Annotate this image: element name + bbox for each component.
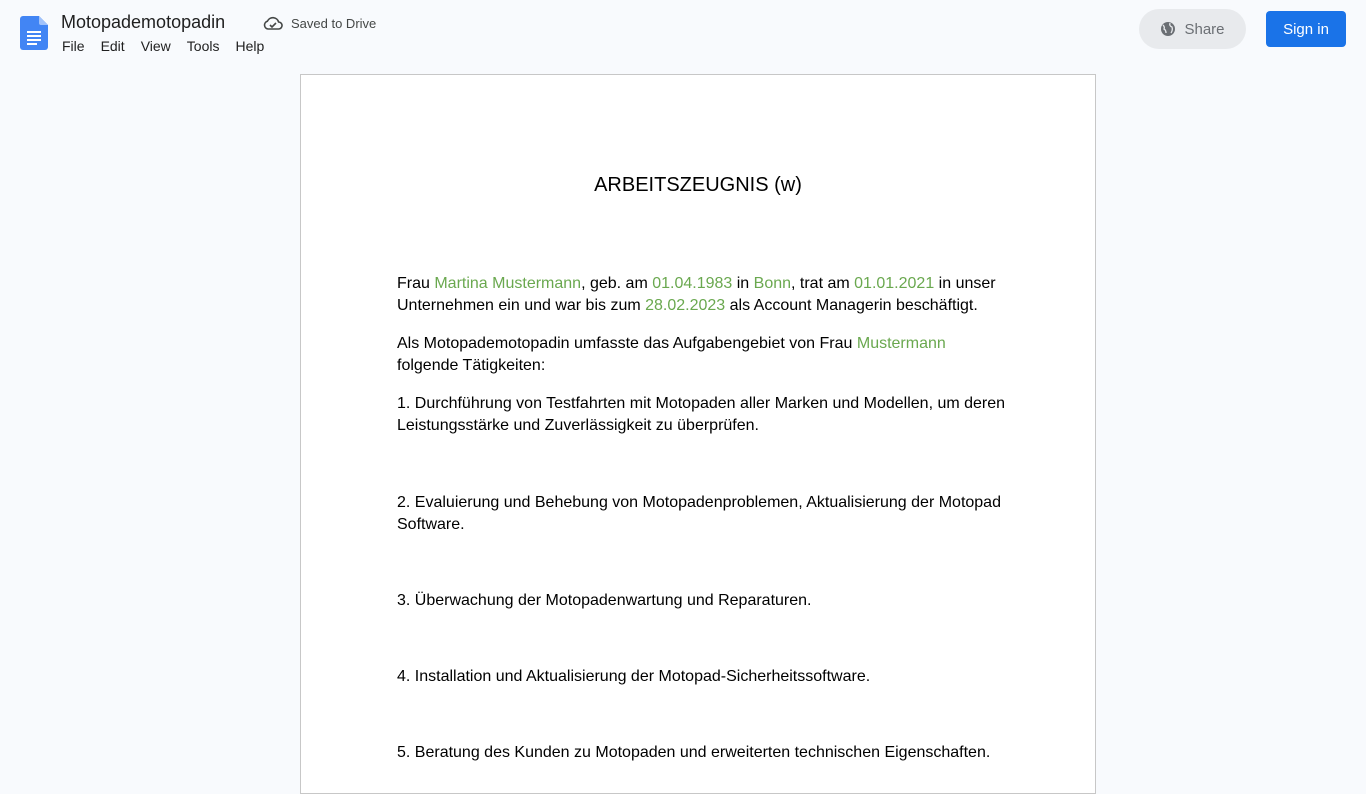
tasks-intro-text: Als Motopademotopadin umfasste das Aufgabengebiet von Frau [397,335,857,352]
end-date: 28.02.2023 [645,297,726,314]
intro-text: Frau [397,275,435,292]
document-heading: ARBEITSZEUGNIS (w) [594,174,802,196]
menu-view[interactable]: View [140,38,171,54]
task-item-5: 5. Beratung des Kunden zu Motopaden und erweiterten technischen Eigenschaften. [397,744,991,761]
sign-in-button[interactable]: Sign in [1266,11,1346,47]
docs-logo-icon[interactable] [20,16,48,50]
intro-text: in unser Unternehmen ein und war bis zum [397,275,996,314]
employee-name: Martina Mustermann [434,275,582,292]
birth-place: Bonn [753,275,792,292]
menu-tools[interactable]: Tools [186,38,220,54]
menu-edit[interactable]: Edit [100,38,125,54]
task-item-4: 4. Installation und Aktualisierung der Motopad-Sicherheitssoftware. [397,668,871,685]
intro-paragraph [397,273,1007,317]
share-label: Share [1184,20,1225,38]
top-bar [0,0,1366,64]
document-title[interactable]: Motopademotopadin [61,12,226,32]
document-page[interactable] [300,74,1096,794]
menu-help[interactable]: Help [235,38,265,54]
intro-text: in [732,275,754,292]
task-item-2: 2. Evaluierung und Behebung von Motopadenproblemen, Aktualisierung der Motopad Software. [397,494,1001,533]
task-item-3: 3. Überwachung der Motopadenwartung und Reparaturen. [397,592,812,609]
save-status[interactable] [263,13,376,33]
menu-file[interactable]: File [62,38,85,54]
start-date: 01.01.2021 [854,275,935,292]
intro-text: , geb. am [581,275,653,292]
tasks-intro-paragraph [397,333,1007,377]
cloud-done-icon [263,15,283,31]
birth-date: 01.04.1983 [652,275,733,292]
intro-text: als Account Managerin beschäftigt. [725,297,978,314]
task-item-1: 1. Durchführung von Testfahrten mit Motopaden aller Marken und Modellen, um deren Leistungsstärke und Zuverlässigkeit zu überprüfen. [397,395,1006,434]
share-button[interactable] [1139,9,1246,49]
employee-surname: Mustermann [856,335,946,352]
globe-icon [1160,21,1176,37]
menu-bar [54,36,272,56]
save-status-label: Saved to Drive [291,15,377,31]
tasks-intro-text: folgende Tätigkeiten: [397,357,546,374]
intro-text: , trat am [791,275,855,292]
